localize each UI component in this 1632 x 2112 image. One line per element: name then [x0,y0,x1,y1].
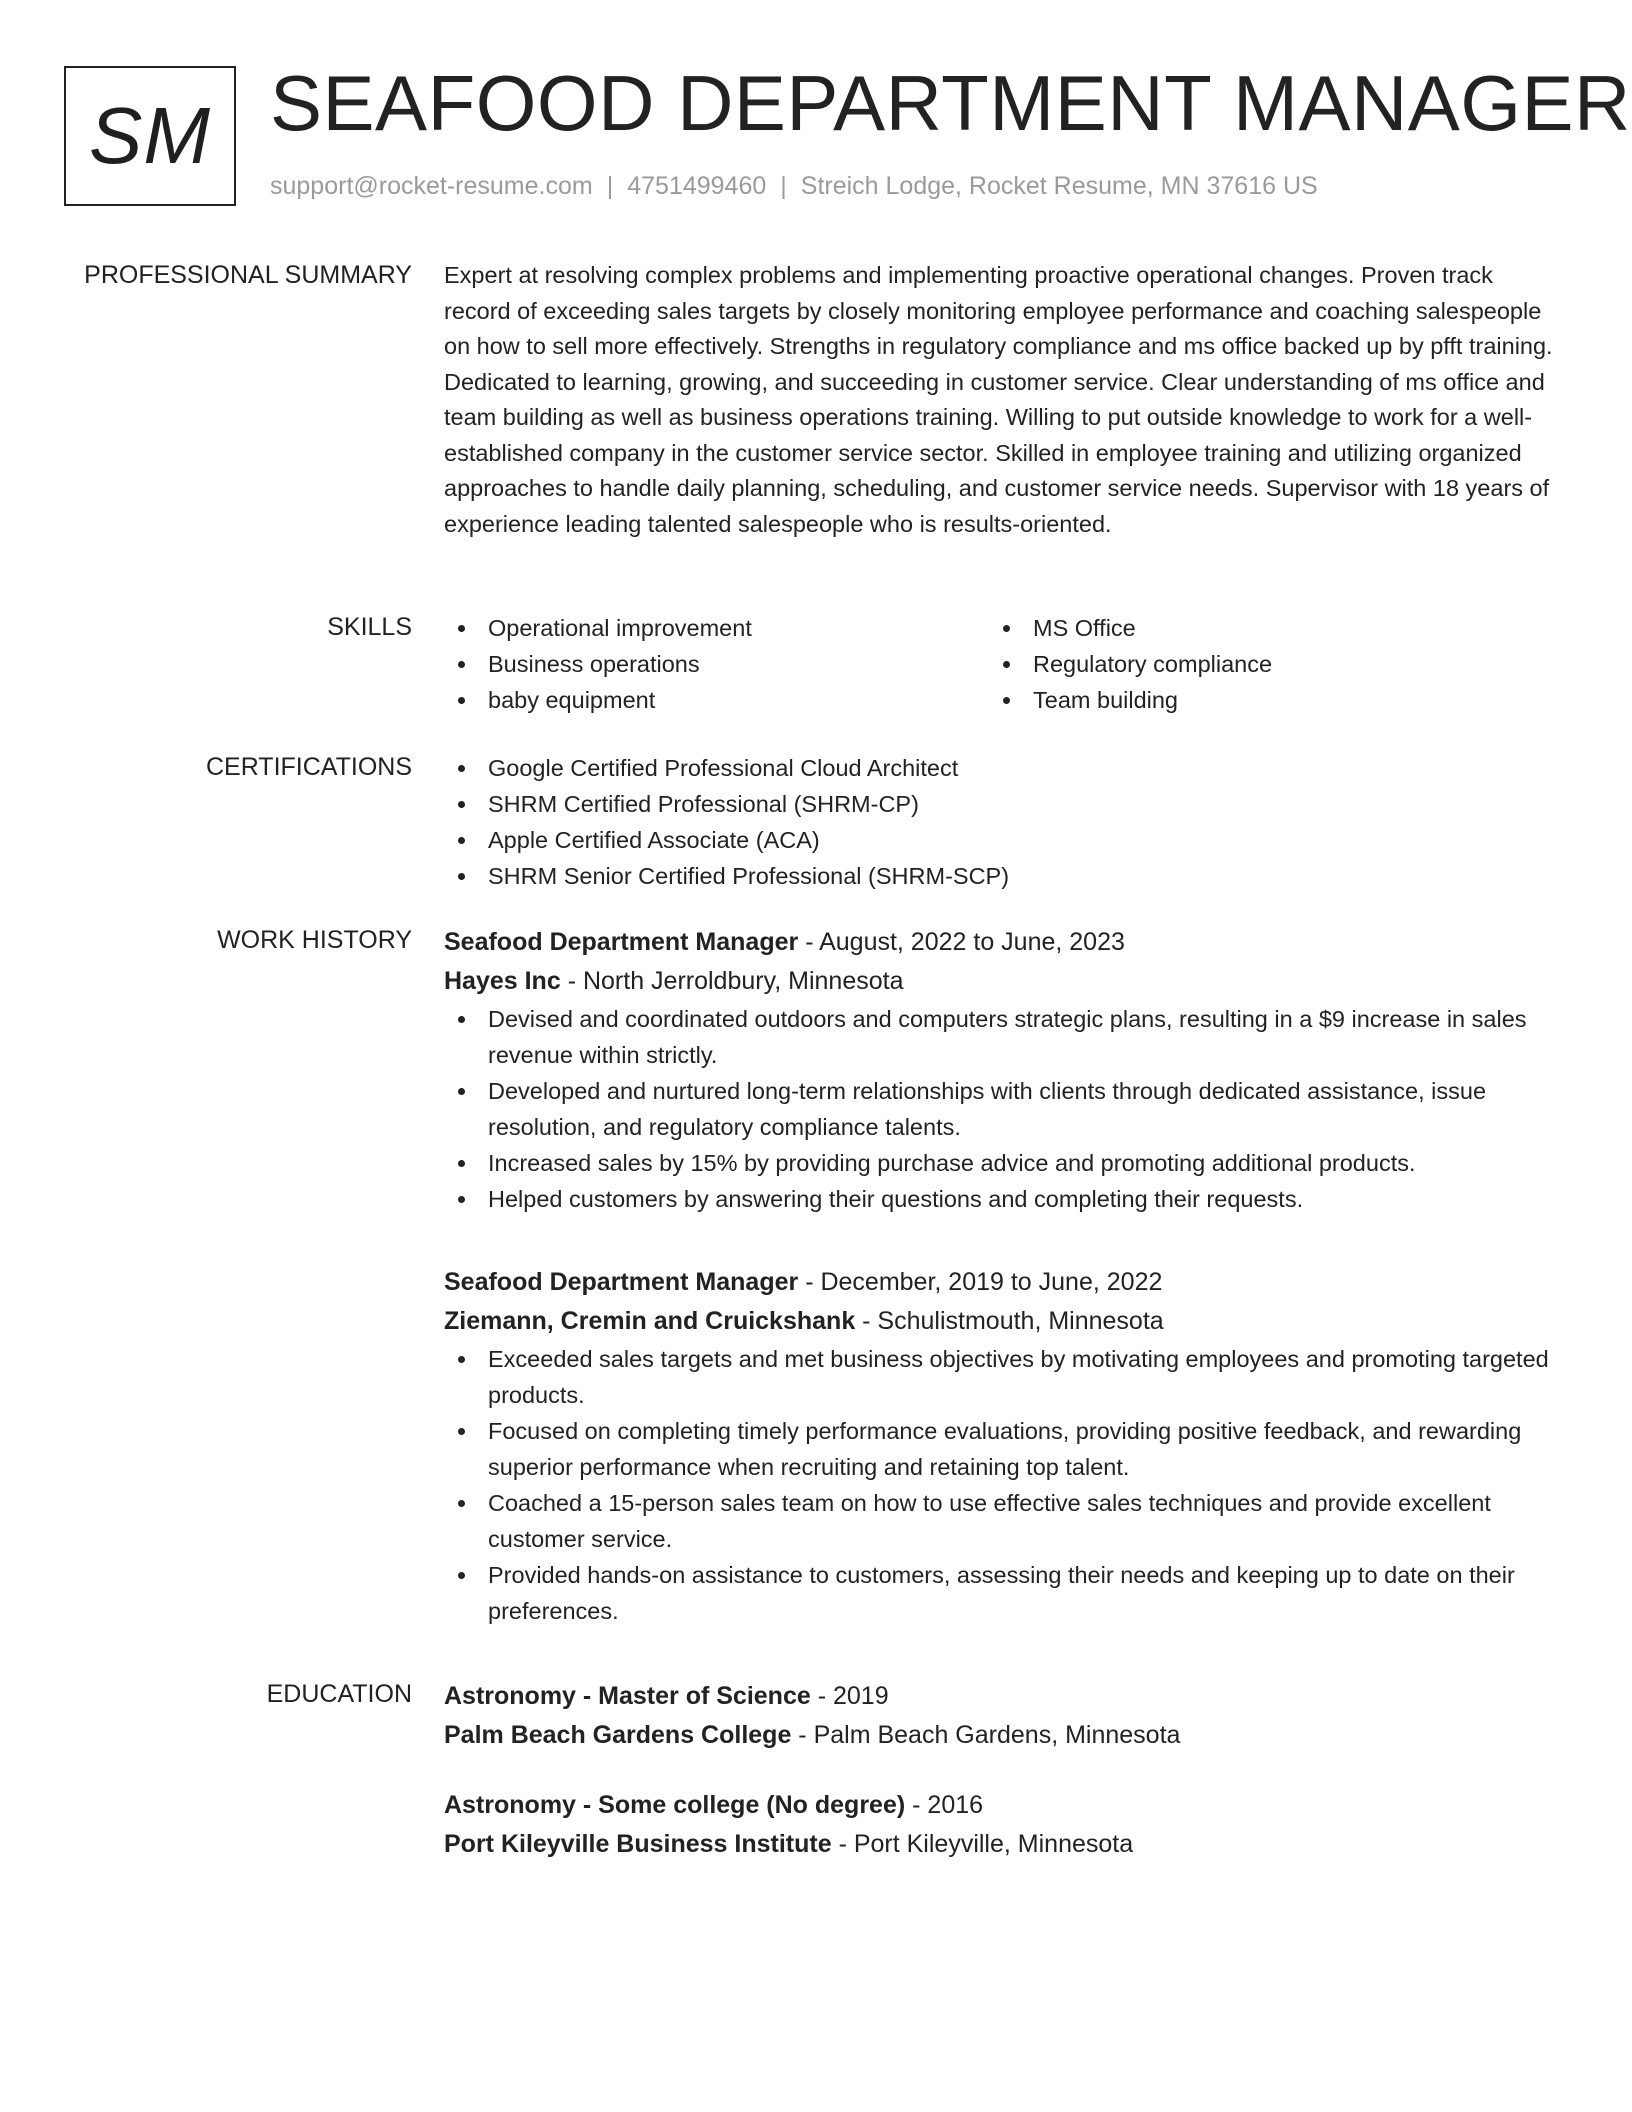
certification-item: SHRM Certified Professional (SHRM-CP) [444,786,1554,822]
job-company: Ziemann, Cremin and Cruickshank [444,1307,856,1335]
job-title-line [444,923,1554,962]
education-degree-line [444,1786,1554,1825]
skill-item: MS Office [989,610,1534,646]
job-bullet: Helped customers by answering their questions and completing their requests. [444,1181,1554,1217]
section-heading: EDUCATION [266,1680,412,1708]
job-location: - Schulistmouth, Minnesota [855,1307,1164,1335]
job-bullets [444,1341,1554,1629]
job-company-line [444,1302,1554,1341]
education-school-line [444,1716,1554,1755]
section-heading: WORK HISTORY [217,926,412,954]
job-dates: - August, 2022 to June, 2023 [798,928,1125,956]
monogram-badge [64,66,236,206]
skill-item: Operational improvement [444,610,989,646]
certification-item: SHRM Senior Certified Professional (SHRM-SCP) [444,858,1554,894]
education-school: Palm Beach Gardens College [444,1721,792,1749]
summary-text: Expert at resolving complex problems and implementing proactive operational changes. Proven track record of exceeding sales targets by closely monitoring employee performance and coaching salespeople on how to sell more effectively. Strengths in regulatory compliance and ms office backed up by pfft training. Dedicated to learning, growing, and succeeding in customer service. Clear understanding of ms office and team building as well as business operations training. Willing to put outside knowledge to work for a well-established company in the customer service sector. Skilled in employee training and utilizing organized approaches to handle daily planning, scheduling, and customer service needs. Supervisor with 18 years of experience leading talented salespeople who is results-oriented. [444,262,1553,537]
section-heading: SKILLS [327,613,412,641]
education-year: - 2019 [810,1682,889,1710]
skill-item: baby equipment [444,682,989,718]
skill-item: Team building [989,682,1534,718]
contact-separator: | [606,172,614,200]
skills-list-left [444,610,989,718]
job-bullet: Coached a 15-person sales team on how to use effective sales techniques and provide excellent customer service. [444,1485,1554,1557]
job-bullet: Increased sales by 15% by providing purchase advice and promoting additional products. [444,1145,1554,1181]
job-bullet: Focused on completing timely performance evaluations, providing positive feedback, and rewarding superior performance when recruiting and retaining top talent. [444,1413,1554,1485]
education-degree: Astronomy - Master of Science [444,1682,811,1710]
job-company-line [444,962,1554,1001]
skill-item: Regulatory compliance [989,646,1534,682]
education-degree-line [444,1677,1554,1716]
certification-item: Apple Certified Associate (ACA) [444,822,1554,858]
job-title: Seafood Department Manager [444,928,799,956]
job-bullet: Provided hands-on assistance to customers, assessing their needs and keeping up to date on their preferences. [444,1557,1554,1629]
education-entry [444,1786,1554,1864]
job-entry [444,1263,1554,1629]
education-location: - Port Kileyville, Minnesota [831,1830,1134,1858]
education-location: - Palm Beach Gardens, Minnesota [791,1721,1181,1749]
section-heading: CERTIFICATIONS [205,753,412,781]
job-entry [444,923,1554,1217]
contact-address: Streich Lodge, Rocket Resume, MN 37616 US [800,172,1318,200]
contact-separator: | [780,172,787,200]
monogram-initials: SM [89,91,211,180]
job-bullet: Exceeded sales targets and met business objectives by motivating employees and promoting targeted products. [444,1341,1554,1413]
resume-title: SEAFOOD DEPARTMENT MANAGER [270,59,1631,147]
job-location: - North Jerroldbury, Minnesota [560,967,904,995]
education-year: - 2016 [905,1791,984,1819]
contact-email: support@rocket-resume.com [270,172,593,200]
certification-item: Google Certified Professional Cloud Architect [444,750,1554,786]
education-entry [444,1677,1554,1755]
education-degree: Astronomy - Some college (No degree) [444,1791,906,1819]
certifications-list [444,750,1554,894]
job-bullet: Developed and nurtured long-term relationships with clients through dedicated assistance, issue resolution, and regulatory compliance talents. [444,1073,1554,1145]
job-bullet: Devised and coordinated outdoors and computers strategic plans, resulting in a $9 increase in sales revenue within strictly. [444,1001,1554,1073]
section-heading: PROFESSIONAL SUMMARY [84,261,412,289]
contact-line [270,172,1318,201]
job-bullets [444,1001,1554,1217]
education-school-line [444,1825,1554,1864]
job-dates: - December, 2019 to June, 2022 [798,1268,1163,1296]
job-title-line [444,1263,1554,1302]
contact-phone: 4751499460 [627,172,767,200]
skills-list-right [989,610,1534,718]
education-school: Port Kileyville Business Institute [444,1830,832,1858]
job-company: Hayes Inc [444,967,561,995]
job-title: Seafood Department Manager [444,1268,799,1296]
skill-item: Business operations [444,646,989,682]
